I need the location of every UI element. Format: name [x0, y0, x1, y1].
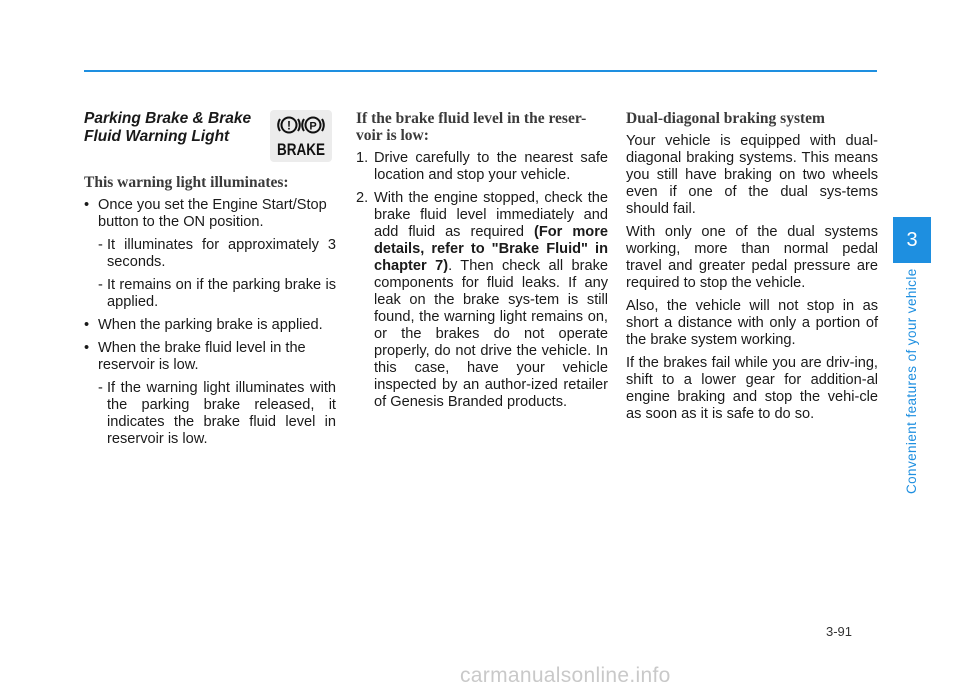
column-right [626, 110, 878, 429]
section-heading: Dual-diagonal braking system [626, 110, 825, 127]
paragraph: Your vehicle is equipped with dual-diagonal braking systems. This means you still have braking on two wheels even if one of the dual sys-tems should fail. [626, 133, 878, 217]
paragraph: With only one of the dual systems working, more than normal pedal travel and greater pedal pressure are required to stop the vehicle. [626, 224, 878, 291]
list-item: • When the brake fluid level in the reservoir is low. [84, 340, 336, 374]
list-item: 2. With the engine stopped, check the brake fluid level immediately and add fluid as required (For more details, refer to "Brake Fluid" in chapter 7). Then check all brake components for fluid leaks. If any leak on the brake sys-tem is still found, the warning light remains on, or the brakes do not operate properly, do not drive the vehicle. In this case, have your vehicle inspected by an author-ized retailer of Genesis Branded products. [356, 190, 609, 410]
svg-text:P: P [309, 120, 317, 133]
section-title: Parking Brake & Brake Fluid Warning Light [84, 110, 252, 145]
paragraph: Also, the vehicle will not stop in as short a distance with only a portion of the brake system working. [626, 298, 878, 348]
list-item: • When the parking brake is applied. [84, 317, 336, 334]
brake-icon-label: BRAKE [277, 140, 325, 159]
list-subitem: - It illuminates for approximately 3 seconds. [98, 237, 336, 270]
chapter-tab: 3 [893, 217, 931, 263]
list-subitem: - If the warning light illuminates with the parking brake released, it indicates the brake fluid level in reservoir is low. [98, 380, 336, 447]
list-item: 1. Drive carefully to the nearest safe location and stop your vehicle. [356, 150, 608, 183]
page-number: 3-91 [826, 624, 853, 639]
paragraph: If the brakes fail while you are driv-ing, shift to a lower gear for addition-al engine braking and stop the vehi-cle as soon as it is safe to do so. [626, 355, 878, 422]
section-heading: If the brake fluid level in the reser-voir is low: [356, 110, 587, 144]
top-rule [84, 70, 877, 72]
svg-text:!: ! [287, 118, 291, 133]
column-middle [356, 110, 608, 417]
watermark: carmanualsonline.info [460, 664, 671, 687]
brake-warning-icon [270, 110, 332, 162]
list-subitem: - It remains on if the parking brake is applied. [98, 277, 336, 310]
list-item: • Once you set the Engine Start/Stop button to the ON position. [84, 197, 336, 231]
subheading: This warning light illuminates: [84, 174, 289, 191]
